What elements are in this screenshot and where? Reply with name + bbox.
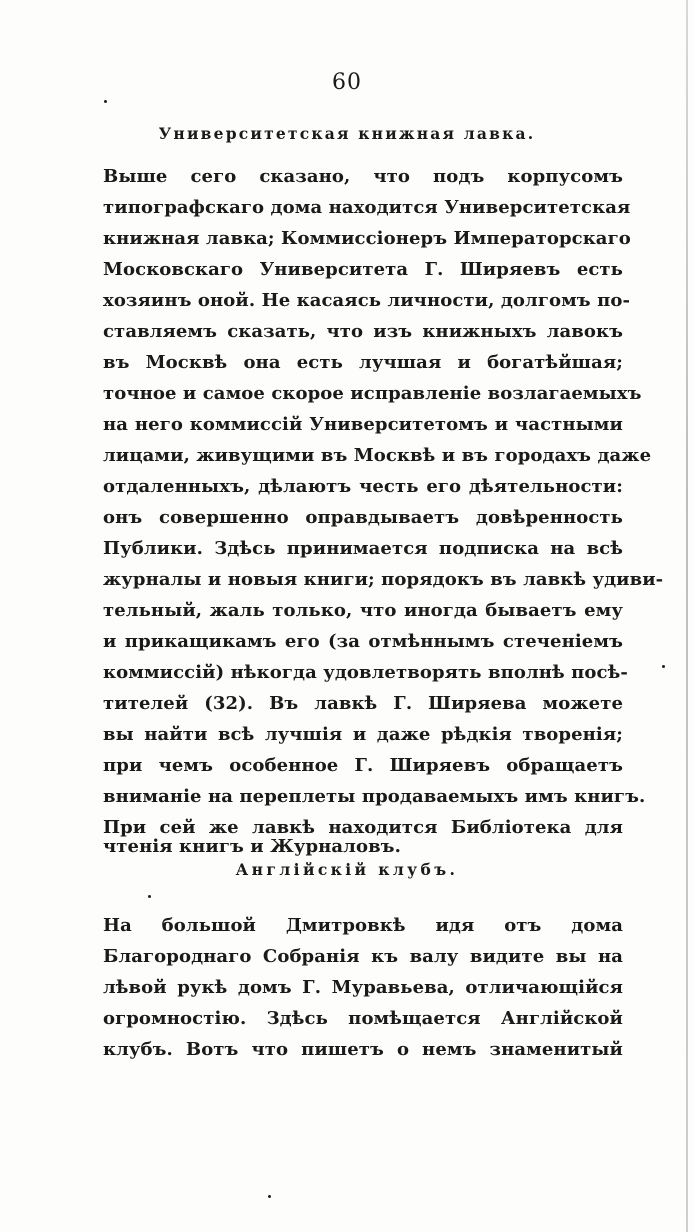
ink-speck [268, 1195, 271, 1198]
text-line: точное и самое скорое исправленіе возлагаемыхъ [103, 383, 642, 404]
section-heading-english-club: Англійскій клубъ. [235, 860, 459, 879]
text-line: книжная лавка; Коммиссіонеръ Императорскаго [103, 228, 631, 249]
text-line: чтенія книгъ и Журналовъ. [103, 836, 401, 857]
text-line: въ Москвѣ она есть лучшая и богатѣйшая; [103, 352, 623, 373]
text-line: коммиссій) нѣкогда удовлетворять вполнѣ посѣ- [103, 662, 628, 683]
text-line: тителей (32). Въ лавкѣ Г. Ширяева можете [103, 693, 623, 714]
text-line: лицами, живущими въ Москвѣ и въ городахъ даже [103, 445, 652, 466]
text-line: журналы и новыя книги; порядокъ въ лавкѣ удиви- [103, 569, 664, 590]
text-line: вы найти всѣ лучшія и даже рѣдкія творенія; [103, 724, 623, 745]
text-line: Благороднаго Собранія къ валу видите вы на [103, 946, 623, 967]
section-heading-bookshop: Университетская книжная лавка. [158, 124, 536, 143]
text-line: типографскаго дома находится Университетская [103, 197, 631, 218]
page-number: 60 [332, 70, 362, 95]
text-line: Московскаго Университета Г. Ширяевъ есть [103, 259, 623, 280]
text-line: отдаленныхъ, дѣлаютъ честь его дѣятельности: [103, 476, 623, 497]
ink-speck [148, 895, 151, 898]
text-line: вниманіе на переплеты продаваемыхъ имъ книгъ. [103, 786, 646, 807]
text-line: клубъ. Вотъ что пишетъ о немъ знаменитый [103, 1039, 623, 1060]
text-line: ставляемъ сказать, что изъ книжныхъ лавокъ [103, 321, 623, 342]
text-line: хозяинъ оной. Не касаясь личности, долгомъ по- [103, 290, 631, 311]
text-line: при чемъ особенное Г. Ширяевъ обращаетъ [103, 755, 623, 776]
text-line: на него коммиссій Университетомъ и частными [103, 414, 623, 435]
text-line: лѣвой рукѣ домъ Г. Муравьева, отличающійся [103, 977, 623, 998]
ink-speck [662, 665, 665, 668]
text-line: огромностію. Здѣсь помѣщается Англійской [103, 1008, 623, 1029]
text-line: онъ совершенно оправдываетъ довѣренность [103, 507, 623, 528]
text-line: На большой Дмитровкѣ идя отъ дома [103, 915, 623, 936]
ink-speck [104, 100, 107, 103]
text-line: и прикащикамъ его (за отмѣннымъ стеченіемъ [103, 631, 623, 652]
text-line: Выше сего сказано, что подъ корпусомъ [103, 166, 623, 187]
text-line: При сей же лавкѣ находится Библіотека для [103, 817, 623, 838]
text-line: Публики. Здѣсь принимается подписка на всѣ [103, 538, 623, 559]
text-line: тельный, жаль только, что иногда бываетъ ему [103, 600, 623, 621]
page-edge [686, 0, 688, 1232]
